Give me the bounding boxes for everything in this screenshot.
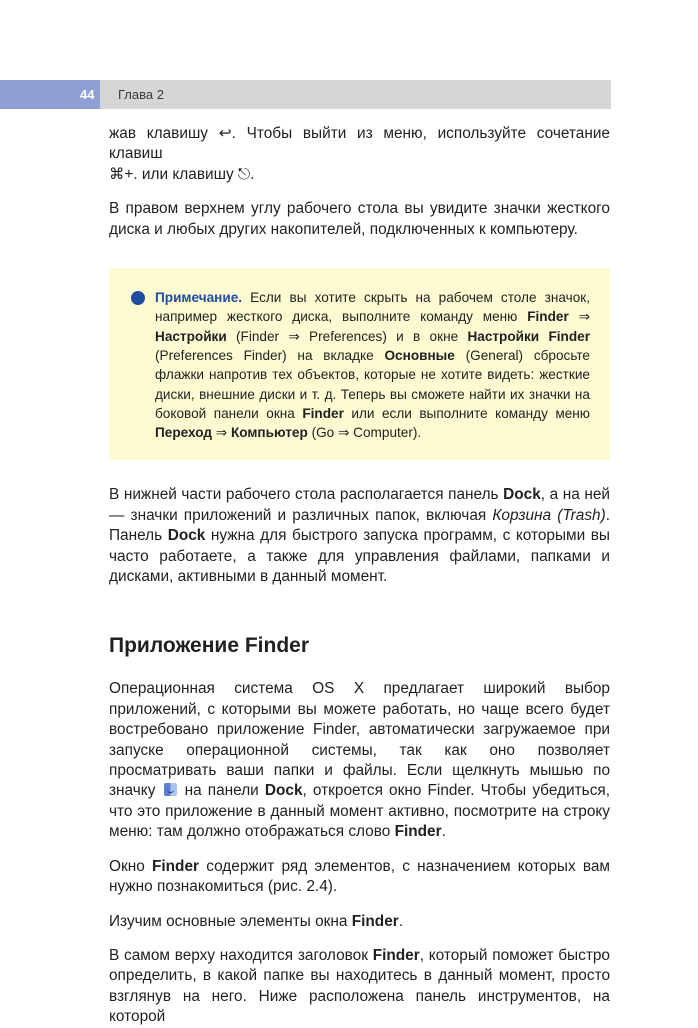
note-box: [109, 268, 610, 460]
section-heading: Приложение Finder: [109, 634, 310, 658]
chapter-title: Глава 2: [118, 87, 164, 102]
note-text: Примечание. Если вы хотите скрыть на рабочем столе значок, например жесткого диска, выполните команду меню Finder ⇒ Настройки (Finder ⇒ Preferences) и в окне Настройки Finder (Preferences Finder) на вкладке Основные (General) сбросьте флажки напротив тех объектов, которые не хотите видеть: жесткие диски, внешние диски и т. д. Теперь вы сможете найти их значки на боковой панели окна Finder или если выполните команду меню Переход ⇒ Компьютер (Go ⇒ Computer).: [155, 290, 590, 441]
running-header: [0, 80, 611, 109]
page-body: [109, 124, 610, 1028]
note-bullet-icon: [131, 291, 145, 305]
note-label: Примечание.: [155, 290, 243, 306]
paragraph-4: Операционная система OS X предлагает широкий выбор приложений, с которыми вы можете работать, но чаще всего будет востребовано приложение Finder, автоматически загружаемое при запуске операционной системы, так как оно позволяет просматривать ваши папки и файлы. Если щелкнуть мышью по значку на панели Dock, откроется окно Finder. Чтобы убедиться, что это приложение в данный момент активно, посмотрите на строку меню: там должно отображаться слово Finder.: [109, 680, 611, 841]
finder-icon: [164, 783, 177, 796]
paragraph-5: Окно Finder содержит ряд элементов, с назначением которых вам нужно познакомиться (рис. 2.4).: [109, 857, 610, 896]
paragraph-1: жав клавишу ↩. Чтобы выйти из меню, используйте сочетание клавиш ⌘+. или клавишу ⎋.: [109, 125, 610, 183]
paragraph-7: В самом верху находится заголовок Finder, который поможет быстро определить, в какой папке вы находитесь в данный момент, просто взглянув на него. Ниже расположена панель инструментов, на которой: [109, 946, 610, 1026]
page-number: 44: [80, 87, 95, 102]
paragraph-6: Изучим основные элементы окна Finder.: [109, 912, 404, 930]
paragraph-2: В правом верхнем углу рабочего стола вы увидите значки жесткого диска и любых других накопителей, подключенных к компьютеру.: [109, 200, 610, 238]
paragraph-3: В нижней части рабочего стола располагается панель Dock, а на ней — значки приложений и различных папок, включая Корзина (Trash). Панель Dock нужна для быстрого запуска программ, с которыми вы часто работаете, а также для управления файлами, папками и дисками, активными в данный момент.: [109, 486, 610, 586]
